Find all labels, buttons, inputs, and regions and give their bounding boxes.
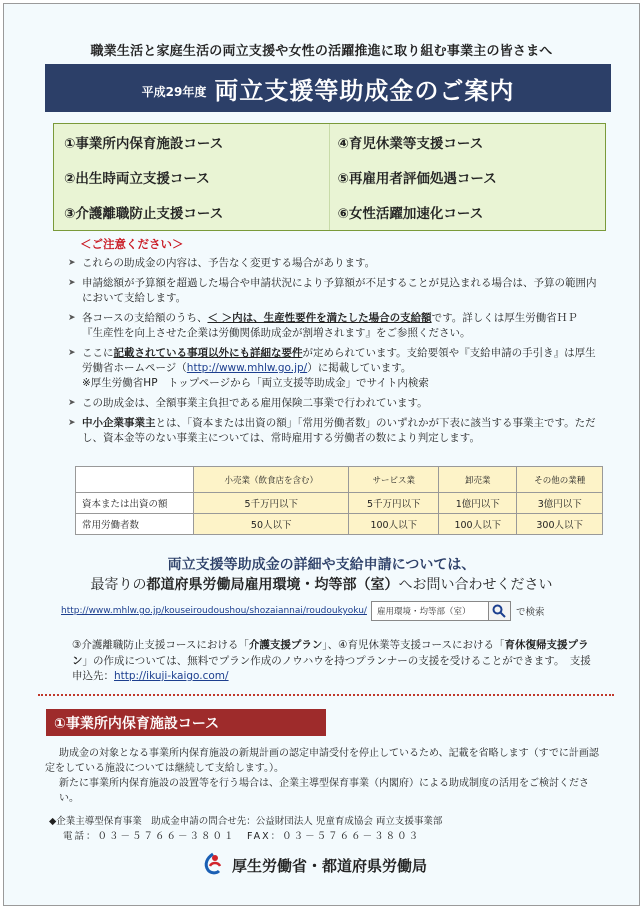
note-text: この助成金は、全額事業主負担である雇用保険二事業で行われています。 [82,397,428,409]
table-row-header: 資本または出資の額 [76,493,194,514]
contact-subheading [4,574,639,594]
note-emphasis: 記載されている事項以外にも詳細な要件 [113,347,303,359]
note-item [68,276,598,306]
contact-heading: 両立支援等助成金の詳細や支給申請については、 [167,557,476,573]
section-divider [38,694,614,696]
note-item [68,416,598,446]
table-header-cell: 小売業（飲食店を含む） [194,467,349,493]
course-item: ①事業所内保育施設コース [54,124,330,159]
table-header-cell: 卸売業 [439,467,517,493]
arrow-icon: ➤ [68,258,76,268]
planner-support-text [72,638,592,685]
table-header-cell [76,467,194,493]
table-header-cell: サービス業 [349,467,439,493]
table-row [76,493,603,514]
arrow-icon: ➤ [68,418,76,428]
course-item: ③介護離職防止支援コース [54,195,330,230]
note-text: が定められています。支給要領や『支給申請の手引き』は厚生労働省ホームページ（ [82,347,596,374]
support-text: 」、④育児休業等支援コースにおける「 [322,639,505,651]
table-row-header: 常用労働者数 [76,514,194,535]
course-item: ④育児休業等支援コース [337,135,484,152]
note-text: ）に掲載しています。 [307,362,412,374]
note-text: 申請総額が予算額を超過した場合や申請状況により予算額が不足することが見込まれる場合は、予算の範囲内において支給します。 [82,277,597,304]
note-item [68,311,598,341]
contact-text: へお問い合わせください [398,577,553,593]
contact-text: 最寄りの [90,577,147,593]
section-body [45,746,600,806]
arrow-icon: ➤ [68,278,76,288]
table-header-row [76,467,603,493]
support-text: 」の作成については、無料でプラン作成のノウハウを持つプランナーの支援を受けることができます。 支援申込先： [72,654,591,682]
table-cell: 5千万円以下 [349,493,439,514]
footer-info-line: ◆企業主導型保育事業 助成金申請の問合せ先：公益財団法人 児童育成協会 両立支援事業部 [49,816,443,827]
support-link[interactable]: http://ikuji-kaigo.com/ [114,670,229,682]
section-paragraph: 新たに事業所内保育施設の設置等を行う場合は、企業主導型保育事業（内閣府）による助成制度の活用をご検討ください。 [59,778,589,804]
search-input[interactable]: 雇用環境・均等部（室） [371,601,489,621]
ministry-footer [200,850,427,880]
note-emphasis: 中小企業事業主 [82,417,156,429]
caution-title: ＜ご注意ください＞ [80,237,184,251]
course-item: ②出生時両立支援コース [54,159,330,194]
table-cell: 100人以下 [349,514,439,535]
note-text: ここに [82,347,114,359]
arrow-icon: ➤ [68,313,76,323]
ministry-name: 厚生労働省・都道府県労働局 [232,856,428,875]
flyer-page [3,3,640,906]
table-cell: 1億円以下 [439,493,517,514]
sme-criteria-table [75,466,603,535]
search-row [61,600,544,622]
care-plan-label: 介護支援プラン [248,639,323,651]
course-item: ⑤再雇用者評価処遇コース [337,170,497,187]
contact-office: 都道府県労働局雇用環境・均等部（室） [146,577,399,593]
table-cell: 5千万円以下 [194,493,349,514]
ministry-logo-icon [200,852,226,878]
arrow-icon: ➤ [68,398,76,408]
table-header-cell: その他の業種 [517,467,603,493]
section-paragraph: 助成金の対象となる事業所内保育施設の新規計画の認定申請受付を停止しているため、記載を省略します（すでに計画認定をしている施設については継続して支給します。）。 [45,748,599,774]
title-banner [45,64,611,112]
note-item [68,346,598,391]
search-icon [492,604,506,618]
page-title: 両立支援等助成金のご案内 [214,76,515,105]
course-list [53,123,606,231]
note-text: これらの助成金の内容は、予告なく変更する場合があります。 [82,257,376,269]
search-label: で検索 [515,607,545,618]
search-button[interactable] [489,601,511,621]
footer-phone: 電話：０３－５７６６－３８０１ FAX：０３－５７６６－３８０３ [63,831,421,842]
table-cell: 3億円以下 [517,493,603,514]
header-caption: 職業生活と家庭生活の両立支援や女性の活躍推進に取り組む事業主の皆さまへ [90,44,553,59]
table-cell: 100人以下 [439,514,517,535]
table-row [76,514,603,535]
section-title: ①事業所内保育施設コース [46,709,326,736]
mhlw-link[interactable]: http://www.mhlw.go.jp/ [186,362,308,374]
fiscal-year: 平成29年度 [141,84,207,99]
note-text: とは、「資本または出資の額」「常用労働者数」のいずれかが下表に該当する事業主です。ただし、資本金等のない事業主については、常時雇用する労働者の数により判定します。 [82,417,596,444]
arrow-icon: ➤ [68,348,76,358]
caution-notes [68,236,598,451]
table-cell: 50人以下 [194,514,349,535]
support-text: ③介護離職防止支援コースにおける「 [72,639,249,651]
note-subtext: ※厚生労働省HP トップページから「両立支援等助成金」でサイト内検索 [82,377,429,389]
childcare-plan-label: 育休復帰支援プラン [72,639,589,667]
note-item [68,396,598,411]
note-text: 各コースの支給額のうち、 [82,312,208,324]
table-cell: 300人以下 [517,514,603,535]
footer-contact [49,814,609,844]
note-item [68,256,598,271]
note-emphasis: ＜ ＞内は、生産性要件を満たした場合の支給額 [207,312,432,324]
course-item: ⑥女性活躍加速化コース [337,206,484,223]
labour-bureau-link[interactable]: http://www.mhlw.go.jp/kouseiroudoushou/shozaiannai/roudoukyoku/ [61,606,367,616]
note-text: です。詳しくは厚生労働省ＨＰ『生産性を向上させた企業は労働関係助成金が割増されます』をご参照ください。 [82,312,578,339]
